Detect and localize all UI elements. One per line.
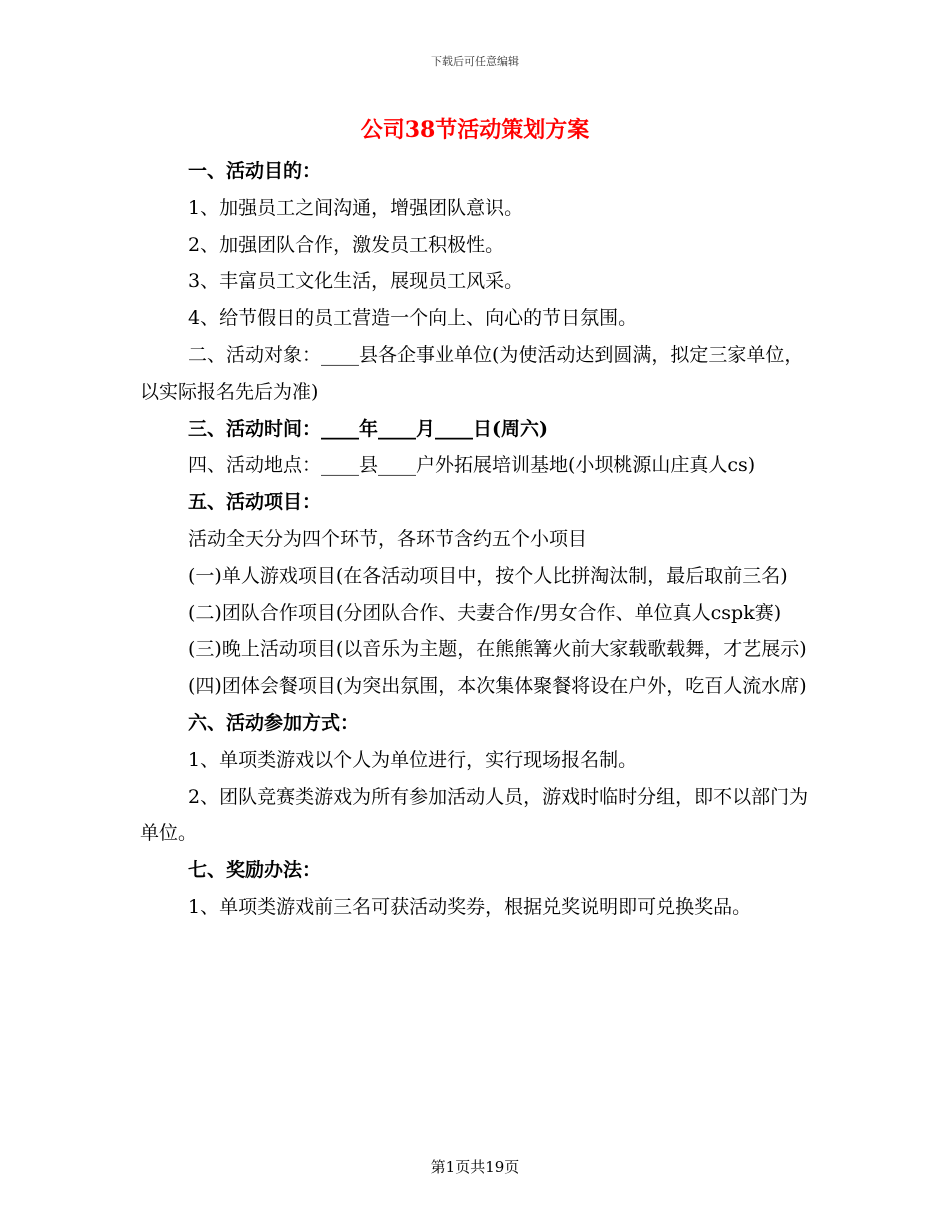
document-body	[140, 153, 812, 926]
paragraph-line: 活动全天分为四个环节，各环节含约五个小项目	[188, 527, 588, 550]
paragraph-item: 2、团队竞赛类游戏为所有参加活动人员，游戏时临时分组，即不以部门为单位。	[140, 785, 809, 845]
paragraph-line: 3、丰富员工文化生活，展现员工风采。	[188, 270, 524, 293]
paragraph-item: (四)团体会餐项目(为突出氛围，本次集体聚餐将设在户外，吃百人流水席)	[188, 675, 807, 698]
section-paragraph-4: 四、活动地点：____县____户外拓展培训基地(小坝桃源山庄真人cs)	[188, 454, 756, 477]
section-heading-1: 一、活动目的：	[188, 160, 322, 182]
paragraph-line: 1、加强员工之间沟通，增强团队意识。	[188, 196, 524, 219]
paragraph-item: (一)单人游戏项目(在各活动项目中，按个人比拼淘汰制，最后取前三名)	[188, 564, 788, 587]
section-heading-7: 七、奖励办法：	[188, 859, 322, 882]
paragraph-line: 1、单项类游戏前三名可获活动奖券，根据兑奖说明即可兑换奖品。	[188, 895, 752, 918]
document-title: 公司38节活动策划方案	[360, 117, 590, 143]
section-heading-3: 三、活动时间：____年____月____日(周六)	[188, 417, 548, 440]
paragraph-line: 1、单项类游戏以个人为单位进行，实行现场报名制。	[188, 748, 638, 771]
paragraph-item: (三)晚上活动项目(以音乐为主题，在熊熊篝火前大家载歌载舞，才艺展示)	[188, 638, 807, 661]
section-paragraph-2: 二、活动对象：____县各企事业单位(为使活动达到圆满，拟定三家单位，以实际报名先后为准)	[140, 343, 804, 403]
section-heading-5: 五、活动项目：	[188, 491, 322, 514]
paragraph-item: (二)团队合作项目(分团队合作、夫妻合作/男女合作、单位真人cspk赛)	[188, 601, 782, 624]
header-note: 下载后可任意编辑	[431, 55, 519, 68]
paragraph-line: 4、给节假日的员工营造一个向上、向心的节日氛围。	[188, 307, 638, 330]
section-heading-6: 六、活动参加方式：	[188, 711, 360, 734]
page-footer: 第1页共19页	[430, 1158, 520, 1176]
paragraph-line: 2、加强团队合作，激发员工积极性。	[188, 233, 505, 256]
